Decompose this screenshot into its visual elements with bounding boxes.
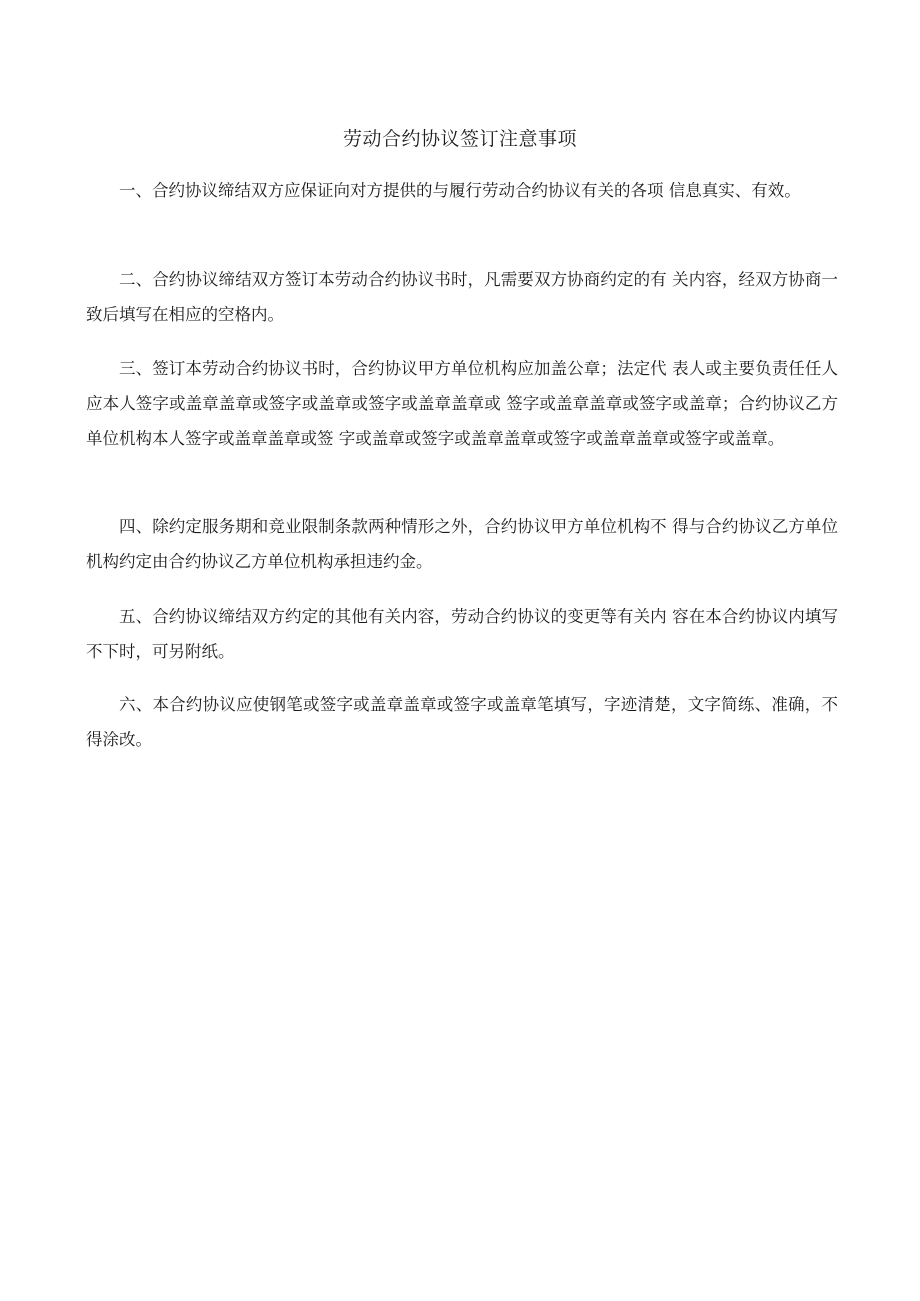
paragraph-2: 二、合约协议缔结双方签订本劳动合约协议书时，凡需要双方协商约定的有 关内容，经双方协商一致后填写在相应的空格内。	[86, 270, 838, 324]
paragraph-5: 五、合约协议缔结双方约定的其他有关内容，劳动合约协议的变更等有关内 容在本合约协议内填写不下时，可另附纸。	[86, 607, 838, 661]
document-title: 劳动合约协议签订注意事项	[342, 128, 577, 150]
paragraph-6: 六、本合约协议应使钢笔或签字或盖章盖章或签字或盖章笔填写，字迹清楚，文字简练、准确，不得涂改。	[86, 695, 838, 749]
paragraph-1: 一、合约协议缔结双方应保证向对方提供的与履行劳动合约协议有关的各项 信息真实、有效。	[119, 181, 801, 200]
paragraph-4: 四、除约定服务期和竞业限制条款两种情形之外，合约协议甲方单位机构不 得与合约协议乙方单位机构约定由合约协议乙方单位机构承担违约金。	[86, 517, 838, 571]
paragraph-3: 三、签订本劳动合约协议书时，合约协议甲方单位机构应加盖公章；法定代 表人或主要负责任任人应本人签字或盖章盖章或签字或盖章或签字或盖章盖章或 签字或盖章盖章或签字或盖章；合约协议乙方单位机构本人签字或盖章盖章或签 字或盖章或签字或盖章盖章或签字或盖章盖章或签字或盖章。	[86, 359, 838, 448]
